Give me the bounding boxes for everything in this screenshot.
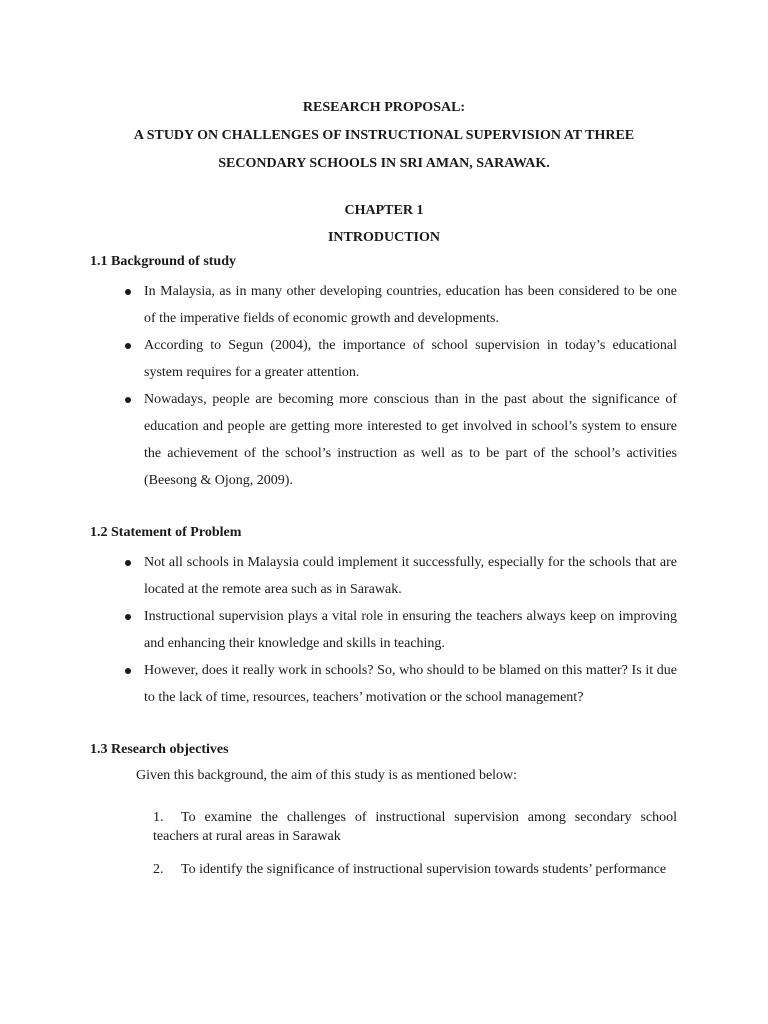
- chapter-name: INTRODUCTION: [327, 230, 440, 245]
- list-item: [0, 808, 768, 846]
- objectives-intro: Given this background, the aim of this study is as mentioned below:: [136, 768, 518, 783]
- list-item: [0, 549, 768, 603]
- bullet-icon: [125, 560, 131, 566]
- title-line-1: RESEARCH PROPOSAL:: [302, 100, 466, 115]
- bullet-text: In Malaysia, as in many other developing countries, education has been considered to be one of the imperative fields of economic growth and developments.: [144, 284, 677, 326]
- objective-text: To identify the significance of instructional supervision towards students’ performance: [181, 862, 667, 877]
- objective-text: To examine the challenges of instructional supervision among secondary school teachers at rural areas in Sarawak: [153, 810, 677, 844]
- list-item: [0, 603, 768, 657]
- objective-number: 2.: [153, 862, 164, 877]
- section-heading-objectives: 1.3 Research objectives: [90, 742, 229, 757]
- list-item: [0, 860, 768, 879]
- bullet-icon: [125, 668, 131, 674]
- section-heading-background: 1.1 Background of study: [90, 254, 237, 269]
- proposal-title: [0, 94, 768, 178]
- chapter-heading: [0, 197, 768, 251]
- bullet-icon: [125, 397, 131, 403]
- list-item: [0, 386, 768, 494]
- bullet-icon: [125, 614, 131, 620]
- title-line-3: SECONDARY SCHOOLS IN SRI AMAN, SARAWAK.: [218, 156, 550, 171]
- bullet-text: Instructional supervision plays a vital role in ensuring the teachers always keep on improving and enhancing their knowledge and skills in teaching.: [144, 609, 677, 651]
- objective-number: 1.: [153, 810, 164, 825]
- bullet-icon: [125, 343, 131, 349]
- background-bullet-list: [0, 278, 768, 494]
- chapter-number: CHAPTER 1: [344, 203, 424, 218]
- bullet-text: Nowadays, people are becoming more conscious than in the past about the significance of education and people are getting more interested to get involved in school’s system to ensure the achievement of the school’s instruction as well as to be part of the school’s activities (Beesong & Ojong, 2009).: [144, 392, 677, 488]
- list-item: [0, 332, 768, 386]
- list-item: [0, 278, 768, 332]
- bullet-text: According to Segun (2004), the importance of school supervision in today’s educational system requires for a greater attention.: [144, 338, 677, 380]
- objectives-list: [0, 808, 768, 893]
- section-heading-problem: 1.2 Statement of Problem: [90, 525, 242, 540]
- bullet-text: However, does it really work in schools? So, who should to be blamed on this matter? Is it due to the lack of time, resources, teachers’ motivation or the school management?: [144, 663, 677, 705]
- problem-bullet-list: [0, 549, 768, 711]
- bullet-text: Not all schools in Malaysia could implement it successfully, especially for the schools that are located at the remote area such as in Sarawak.: [144, 555, 677, 597]
- title-line-2: A STUDY ON CHALLENGES OF INSTRUCTIONAL SUPERVISION AT THREE: [133, 128, 635, 143]
- bullet-icon: [125, 289, 131, 295]
- list-item: [0, 657, 768, 711]
